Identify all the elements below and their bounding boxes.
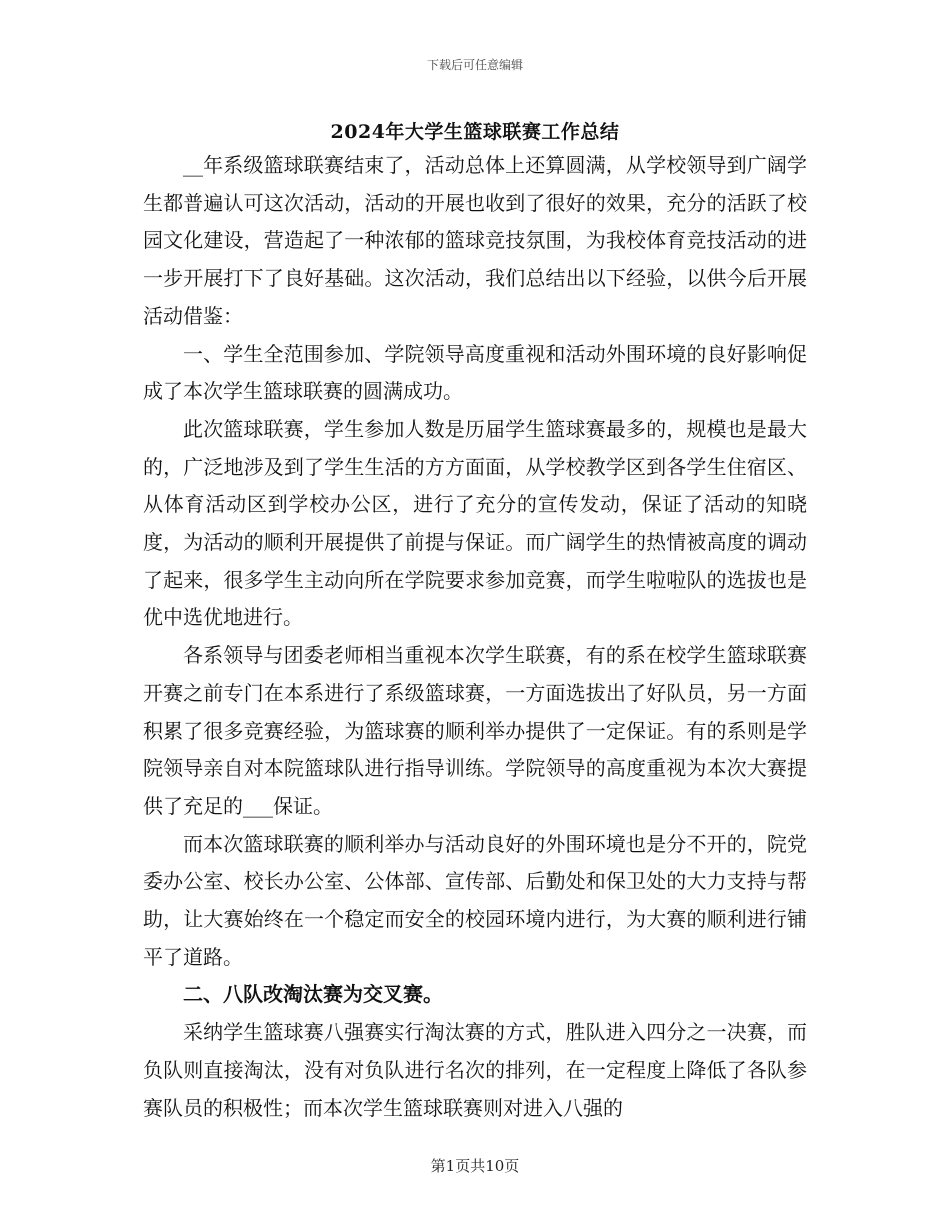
paragraph-intro: __年系级篮球联赛结束了，活动总体上还算圆满，从学校领导到广阔学生都普遍认可这次活动，活动的开展也收到了很好的效果，充分的活跃了校园文化建设，营造起了一种浓郁的篮球竞技氛围，为我校体育竞技活动的进一步开展打下了良好基础。这次活动，我们总结出以下经验，以供今后开展活动借鉴： bbox=[143, 153, 807, 328]
paragraph-leadership: 各系领导与团委老师相当重视本次学生联赛，有的系在校学生篮球联赛开赛之前专门在本系进行了系级篮球赛，一方面选拔出了好队员，另一方面积累了很多竞赛经验，为篮球赛的顺利举办提供了一定保证。有的系则是学院领导亲自对本院篮球队进行指导训练。学院领导的高度重视为本次大赛提供了充足的___保证。 bbox=[143, 643, 807, 818]
page-header: 下载后可任意编辑 bbox=[426, 58, 523, 72]
page-footer: 第1页共10页 bbox=[430, 1157, 520, 1175]
paragraph-format-change: 采纳学生篮球赛八强赛实行淘汰赛的方式，胜队进入四分之一决赛，而负队则直接淘汰，没有对负队进行名次的排列，在一定程度上降低了各队参赛队员的积极性；而本次学生篮球联赛则对进入八强的 bbox=[143, 1020, 807, 1120]
document-title: 2024年大学生篮球联赛工作总结 bbox=[330, 121, 620, 143]
paragraph-participation: 此次篮球联赛，学生参加人数是历届学生篮球赛最多的，规模也是最大的，广泛地涉及到了学生生活的方方面面，从学校教学区到各学生住宿区、从体育活动区到学校办公区，进行了充分的宣传发动，保证了活动的知晓度，为活动的顺利开展提供了前提与保证。而广阔学生的热情被高度的调动了起来，很多学生主动向所在学院要求参加竞赛，而学生啦啦队的选拔也是优中选优地进行。 bbox=[143, 416, 807, 630]
paragraph-section-2-heading: 二、八队改淘汰赛为交叉赛。 bbox=[183, 982, 443, 1007]
document-body bbox=[143, 147, 807, 1127]
paragraph-environment: 而本次篮球联赛的顺利举办与活动良好的外围环境也是分不开的，院党委办公室、校长办公室、公体部、宣传部、后勤处和保卫处的大力支持与帮助，让大赛始终在一个稳定而安全的校园环境内进行，为大赛的顺利进行铺平了道路。 bbox=[143, 831, 807, 969]
paragraph-section-1-heading: 一、学生全范围参加、学院领导高度重视和活动外围环境的良好影响促成了本次学生篮球联赛的圆满成功。 bbox=[143, 341, 807, 404]
